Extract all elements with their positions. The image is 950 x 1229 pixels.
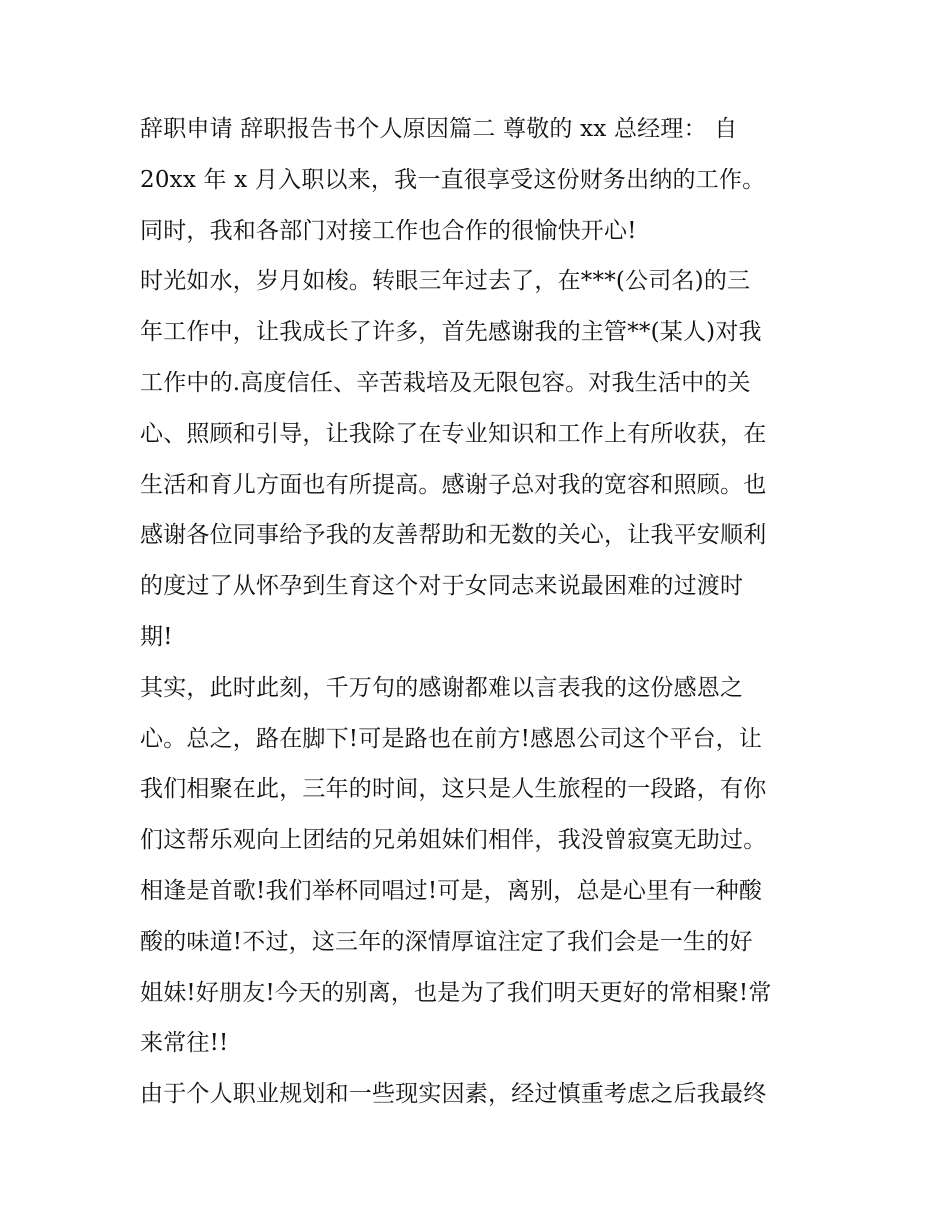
text-line: 时光如水，岁月如梭。转眼三年过去了，在***(公司名)的三 — [140, 268, 751, 295]
text-line: 年工作中，让我成长了许多，首先感谢我的主管**(某人)对我 — [140, 319, 762, 346]
text-line: 辞职申请 辞职报告书个人原因篇二 尊敬的 xx 总经理： 自 — [140, 116, 738, 142]
text-line: 心。总之，路在脚下!可是路也在前方!感恩公司这个平台，让 — [140, 725, 763, 752]
text-line: 们这帮乐观向上团结的兄弟姐妹们相伴，我没曾寂寞无助过。 — [140, 827, 767, 854]
text-line: 心、照顾和引导，让我除了在专业知识和工作上有所收获，在 — [140, 420, 767, 447]
text-line: 来常往!! — [140, 1030, 229, 1057]
text-line: 我们相聚在此，三年的时间，这只是人生旅程的一段路，有你 — [140, 776, 767, 803]
text-line: 姐妹!好朋友!今天的别离，也是为了我们明天更好的常相聚!常 — [140, 979, 772, 1006]
text-line: 的度过了从怀孕到生育这个对于女同志来说最困难的过渡时 — [140, 573, 744, 600]
text-line: 其实，此时此刻，千万句的感谢都难以言表我的这份感恩之 — [140, 674, 744, 701]
text-line: 期! — [140, 623, 173, 650]
text-line: 20xx 年 x 月入职以来，我一直很享受这份财务出纳的工作。 — [140, 166, 766, 193]
text-line: 同时，我和各部门对接工作也合作的很愉快开心! — [140, 217, 637, 244]
text-line: 由于个人职业规划和一些现实因素，经过慎重考虑之后我最终 — [140, 1081, 767, 1108]
text-line: 感谢各位同事给予我的友善帮助和无数的关心，让我平安顺利 — [140, 522, 767, 549]
text-line: 生活和育儿方面也有所提高。感谢子总对我的宽容和照顾。也 — [140, 471, 767, 498]
document-body — [140, 104, 820, 1120]
text-line: 酸的味道!不过，这三年的深情厚谊注定了我们会是一生的好 — [140, 928, 753, 955]
text-line: 相逢是首歌!我们举杯同唱过!可是，离别，总是心里有一种酸 — [140, 877, 763, 904]
text-line: 工作中的.高度信任、辛苦栽培及无限包容。对我生活中的关 — [140, 369, 751, 396]
